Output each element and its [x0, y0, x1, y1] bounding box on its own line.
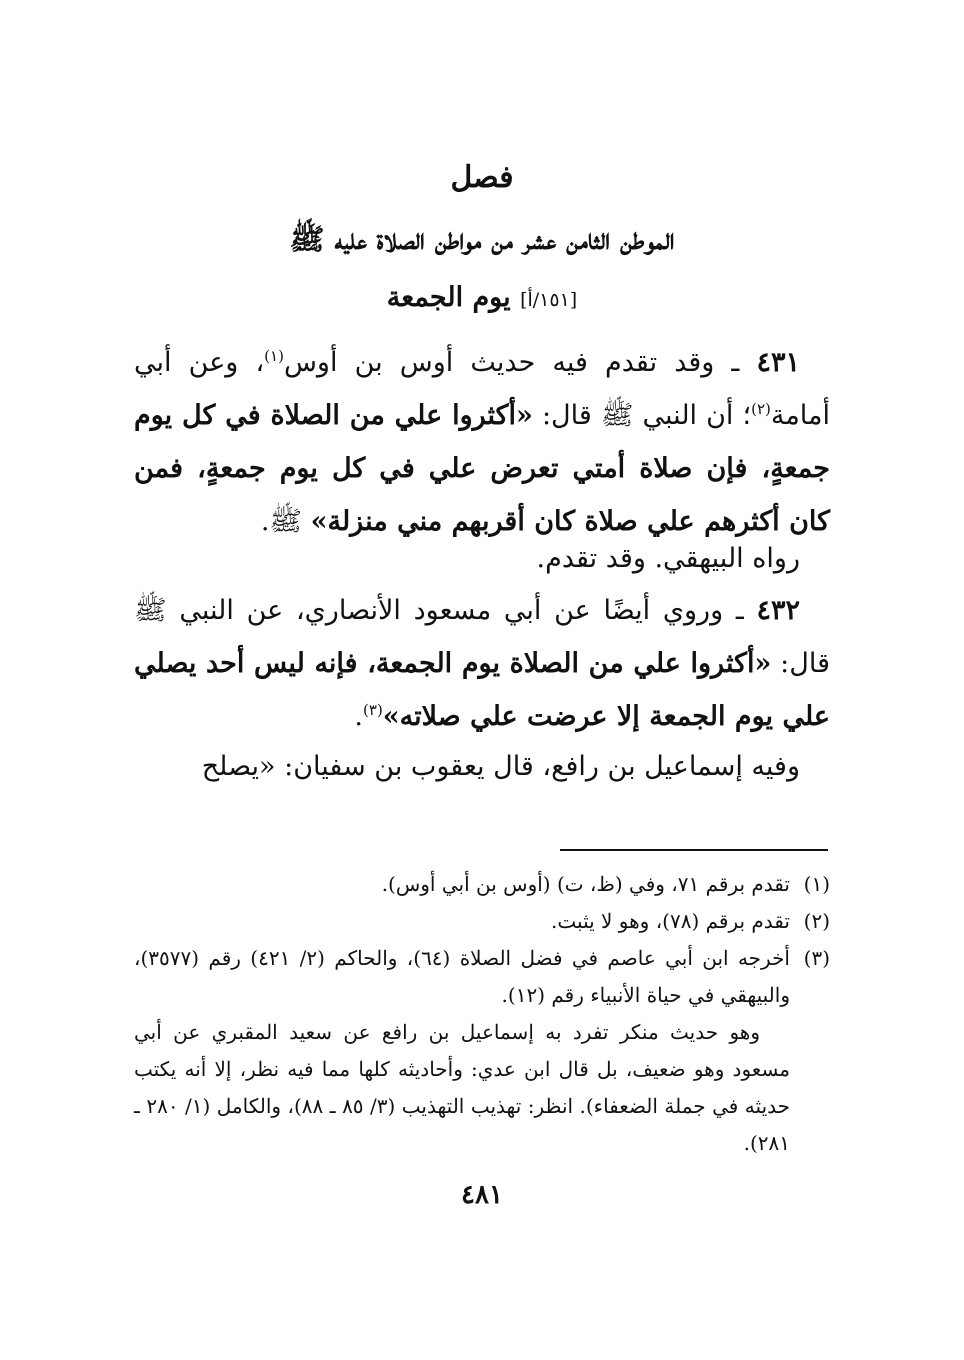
- footnote-ref-3[interactable]: (٣): [363, 701, 383, 719]
- footnote-number: (٢): [803, 909, 830, 933]
- footnote-number: (١): [803, 872, 830, 896]
- hadith-432-paragraph: [134, 584, 830, 743]
- sub-title: [120, 282, 844, 313]
- hadith-text-part2: ، وعن أبي أمامة: [134, 347, 830, 431]
- footnote-text: تقدم برقم (٧٨)، وهو لا يثبت.: [551, 909, 790, 933]
- sub-title-text: يوم الجمعة: [386, 282, 511, 313]
- manuscript-reference: [١٥١/أ]: [520, 289, 578, 311]
- chain-note: وفيه إسماعيل بن رافع، قال يعقوب بن سفيان: «يصلح: [201, 751, 800, 782]
- hadith-end: .: [354, 701, 364, 732]
- hadith-number: ٤٣١: [756, 347, 800, 378]
- hadith-end: ﷺ.: [260, 506, 311, 537]
- footnote-item: [134, 940, 830, 1014]
- footnote-ref-2[interactable]: (٢): [751, 400, 771, 418]
- hadith-intro: ـ وقد تقدم فيه حديث أوس بن أوس: [283, 347, 757, 378]
- hadith-number: ٤٣٢: [756, 595, 800, 626]
- narration-note: رواه البيهقي. وقد تقدم.: [536, 543, 800, 574]
- footnote-number: (٣): [803, 946, 830, 970]
- hadith-quote: «أكثروا علي من الصلاة يوم الجمعة، فإنه ليس أحد يصلي علي يوم الجمعة إلا عرضت علي صلاته»: [134, 648, 830, 732]
- footnote-ref-1[interactable]: (١): [264, 347, 284, 365]
- footnote-item: [134, 866, 830, 903]
- footnote-text: تقدم برقم ٧١، وفي (ظ، ت) (أوس بن أبي أوس).: [381, 872, 790, 896]
- section-heading: فصل: [450, 160, 514, 195]
- hadith-quote: «أكثروا علي من الصلاة في كل يوم جمعةٍ، فإن صلاة أمتي تعرض علي في كل يوم جمعةٍ، فمن كان أكثرهم علي صلاة كان أقربهم مني منزلة»: [134, 400, 830, 537]
- footnotes: [134, 866, 830, 1162]
- footnote-text: أخرجه ابن أبي عاصم في فضل الصلاة (٦٤)، والحاكم (٢/ ٤٢١) رقم (٣٥٧٧)، والبيهقي في حياة الأنبياء رقم (١٢).: [134, 946, 790, 1007]
- main-title: الموطن الثامن عشر من مواطن الصلاة عليه ﷺ: [289, 222, 675, 256]
- hadith-431-paragraph: [134, 336, 830, 548]
- hadith-text-part3: ؛ أن النبي ﷺ قال:: [532, 400, 752, 431]
- footnote-separator: [560, 849, 828, 851]
- hadith-intro: ـ وروي أيضًا عن أبي مسعود الأنصاري، عن النبي ﷺ قال:: [134, 595, 830, 679]
- page-number: ٤٨١: [461, 1180, 503, 1210]
- footnote-item: [134, 903, 830, 940]
- footnote-continuation: وهو حديث منكر تفرد به إسماعيل بن رافع عن سعيد المقبري عن أبي مسعود وهو ضعيف، بل قال ابن عدي: وأحاديثه كلها مما فيه نظر، إلا أنه يكتب حديثه في جملة الضعفاء). انظر: تهذيب التهذيب (٣/ ٨٥ ـ ٨٨)، والكامل (١/ ٢٨٠ ـ ٢٨١).: [134, 1020, 790, 1155]
